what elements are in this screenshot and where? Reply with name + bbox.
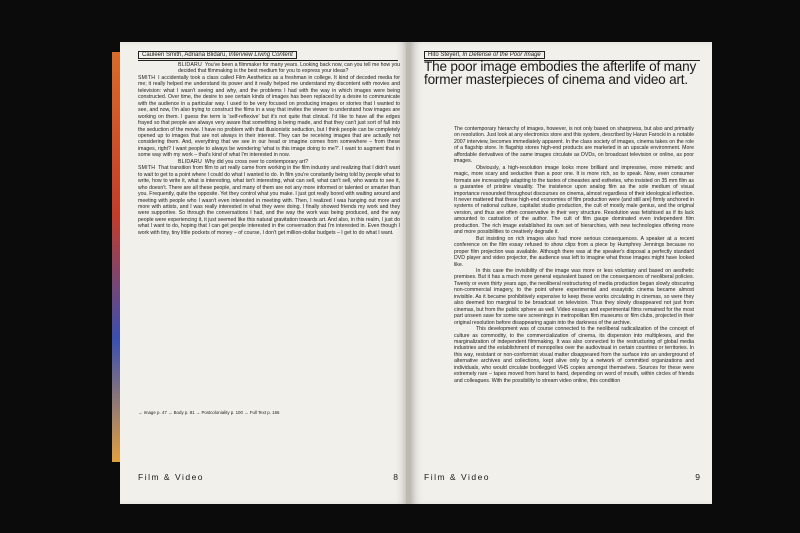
essay-paragraph: The contemporary hierarchy of images, however, is not only based on sharpness, but also and primarily on resolution. Just look at any electronics store and this system, described by Harun Farocki in a notable 2007 interview, becomes immediately apparent. In the class society of images, cinema takes on the role of a flagship store. In flagship stores high-end products are marketed in an upscale environment. More affordable derivatives of the same images circulate as DVDs, on broadcast television or online, as poor images. — [454, 126, 694, 165]
left-footer-title: Film & Video — [138, 472, 205, 482]
speaker-label: BLIDARU — [178, 62, 202, 68]
pull-quote-headline: The poor image embodies the afterlife of many former masterpieces of cinema and video art. — [424, 59, 697, 87]
interview-paragraph — [138, 75, 400, 159]
right-page-number: 9 — [695, 472, 700, 482]
essay-paragraph: Obviously, a high-resolution image looks more brilliant and impressive, more mimetic and magic, more scary and seductive than a poor one. It is more rich, so to speak. Now, even consumer formats are increasingly adapting to the tastes of cineastes and esthetes, who insisted on 35 mm film as a guarantee of pristine visuality. The insistence upon analog film as the sole medium of visual importance resounded throughout discourses on cinema, almost regardless of their ideological inflection. It never mattered that these high-end economies of film production were (and still are) firmly anchored in systems of national culture, capitalist studio production, the cult of mostly male genius, and the original version, and thus are often conservative in their very structure. Resolution was fetishised as if its lack amounted to castration of the author. The cult of film gauge dominated even independent film production. The rich image established its own set of hierarchies, with new technologies offering more and more possibilities to creatively degrade it. — [454, 164, 694, 236]
left-header-authors: Cauleen Smith, Adriana Blidaru, — [142, 52, 228, 58]
left-header-title: Interview Living Content — [228, 52, 293, 58]
paragraph-text: I accidentally took a class called Film Aesthetics as a freshman in college. It kind of decoded media for me; it really helped me understand its power and it really helped me understand my discontent with movies and television: what I wasn't seeing and why, and the problems I had with the way in which images were being constructed. Over time, the desire to see certain kinds of images has been replaced by a desire to communicate with the audience in a particular way. I used to be very focused on producing images or stories that I wanted to see, and now, I'm also trying to construct the films in a way that invites the viewer to understand how images are working on them. I guess the term is 'self-reflexive' but it's not quite that clinical. I'd like to have all the edges frayed so that people are always very aware that something is being made, and that they can't just sort of fall into the seduction of the movie. I have no problem with that illusionistic seduction, but I think people can be completely opened up to images that are not always in their interest. They can be receiving images that are actually not considering them. And, everything that we see in our head or imagine comes from somewhere – from these images, right? I want people to always be wondering 'what is this image doing to me?'. I want to augment that in some way with my work – that's kind of what I'm interested in now. — [138, 74, 400, 159]
right-header-author: Hito Steyerl, — [428, 52, 461, 58]
right-page — [410, 42, 712, 504]
essay-paragraph: But insisting on rich images also had more serious consequences. A speaker at a recent conference on the film essay refused to show clips from a piece by Humphrey Jennings because no proper film projection was available. Although there was at the speaker's disposal a perfectly standard DVD player and video projector, the audience was left to imagine what those images might have looked like. — [454, 235, 694, 268]
left-running-header — [138, 51, 398, 61]
cross-references: → Image p. 47 → Body p. 81 → Postcoloniality p. 100 → Full Text p. 166 — [138, 410, 280, 415]
left-body-text — [138, 62, 400, 236]
right-footer-title: Film & Video — [424, 472, 491, 482]
paragraph-text: That transition from film to art really came from working in the film industry and realizing that I didn't want to wait to get to a point where I could do what I wanted to do. In film you're constantly being told by people what to write, how to write it, what is interesting, what isn't interesting, what can sell, what can't sell, who wants to see it, who doesn't. There are all these people, and many of them are not any more informed or talented or smarter than you. Frequently, quite the opposite. Yet they control what you make. I just got really bored with waiting around and meeting with people who I wasn't even interested in meeting with. Then, I realized I was hanging out more and more with artists, and I was really interested in what they were doing. I finally showed friends my work and they were supportive. So through the conversations I had, and the way the work was being produced, and the way people were experiencing it, it just seemed like this natural gravitation towards art. And also, in this realm, I just do what I want to do, hoping that I can get people interested in the conversation that I'm interested in. Even though I work with tiny, tiny little pockets of money – of course, I don't get million-dollar budgets – I get to do what I want. — [138, 165, 400, 236]
essay-paragraph: This development was of course connected to the neoliberal radicalization of the concept of culture as commodity, to the commercialization of cinema, its dispersion into multiplexes, and the marginalization of independent filmmaking. It was also connected to the restructuring of global media industries and the establishment of monopolies over the audiovisual in certain countries or territories. In this way, resistant or non-conformist visual matter disappeared from the surface into an underground of alternative archives and collections, kept alive only by a network of committed organizations and individuals, who would circulate bootlegged VHS copies amongst themselves. Sources for these were extremely rare – tapes moved from hand to hand, depending on word of mouth, within circles of friends and colleagues. With the possibility to stream video online, this condition — [454, 326, 694, 384]
essay-paragraph: In this case the invisibility of the image was more or less voluntary and based on aesthetic premises. But it has a much more general equivalent based on the consequences of neoliberal policies. Twenty or even thirty years ago, the neoliberal restructuring of media production began slowly obscuring non-commercial imagery, to the point where experimental and essayistic cinema became almost invisible. As it became prohibitively expensive to keep these works circulating in cinemas, so were they also deemed too marginal to be broadcast on television. Thus they slowly disappeared not just from cinemas, but from the public sphere as well. Video essays and experimental films remained for the most part unseen save for some rare screenings in metropolitan film museums or film clubs, projected in their original resolution before disappearing again into the darkness of the archive. — [454, 267, 694, 326]
paragraph-text: Why did you cross over to contemporary art? — [204, 158, 309, 165]
right-header-title: In Defense of the Poor Image — [462, 52, 541, 58]
paragraph-text: You've been a filmmaker for many years. Looking back now, can you tell me how you decided that filmmaking is the best medium for you to express your ideas? — [178, 62, 400, 75]
left-page-number: 8 — [393, 472, 398, 482]
interview-paragraph — [138, 165, 400, 236]
speaker-label: SMITH — [138, 74, 156, 81]
speaker-label: BLIDARU — [178, 158, 202, 165]
speaker-label: SMITH — [138, 165, 156, 172]
right-header-box — [424, 51, 545, 59]
left-header-box — [138, 51, 297, 59]
interview-paragraph — [138, 62, 400, 75]
right-body-text — [454, 126, 694, 384]
left-page — [120, 42, 408, 504]
